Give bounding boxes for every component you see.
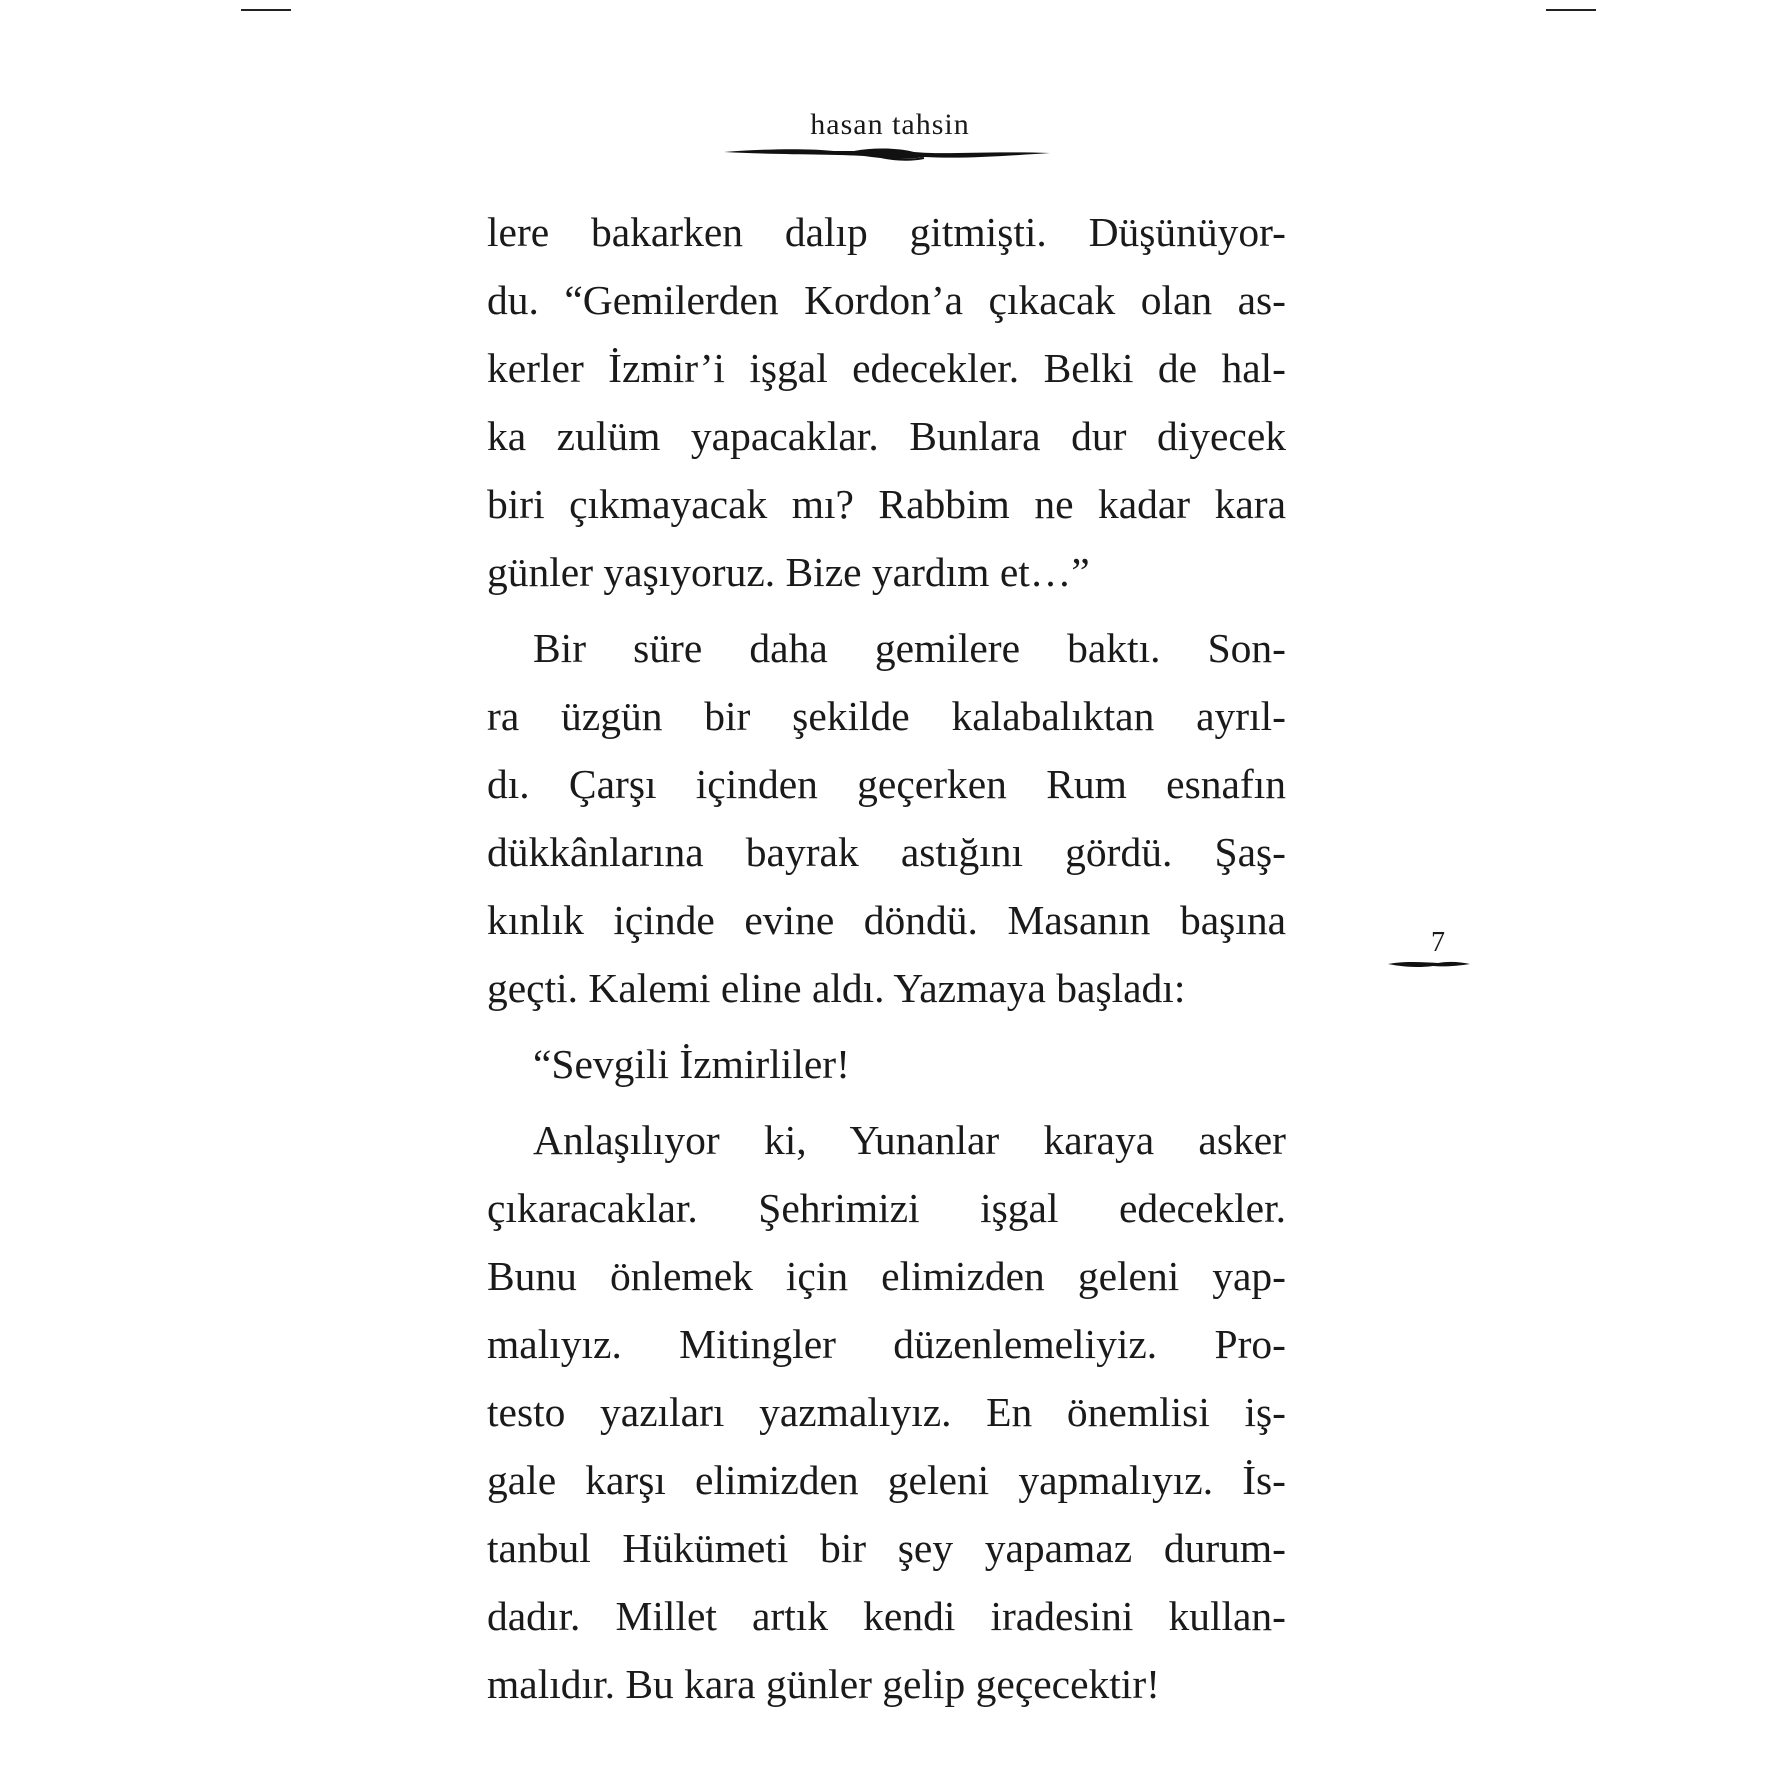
paragraph-gap xyxy=(487,1098,1286,1106)
text-line: Bunu önlemek için elimizden geleni yap- xyxy=(487,1253,1286,1299)
paragraph xyxy=(487,614,1286,1022)
text-line: Bir süre daha gemilere baktı. Son- xyxy=(533,625,1286,671)
running-head: hasan tahsin xyxy=(810,108,970,141)
text-line: lere bakarken dalıp gitmişti. Düşünüyor- xyxy=(487,209,1286,255)
text-line: malıyız. Mitingler düzenlemeliyiz. Pro- xyxy=(487,1321,1286,1367)
text-line: geçti. Kalemi eline aldı. Yazmaya başladı: xyxy=(487,965,1186,1011)
running-head-brush-rule xyxy=(724,145,1050,163)
paragraph xyxy=(487,1030,1286,1098)
paragraphs-container xyxy=(487,198,1286,1718)
text-line: ka zulüm yapacaklar. Bunlara dur diyecek xyxy=(487,413,1286,459)
text-line: günler yaşıyoruz. Bize yardım et…” xyxy=(487,549,1090,595)
text-line: biri çıkmayacak mı? Rabbim ne kadar kara xyxy=(487,481,1286,527)
text-line: testo yazıları yazmalıyız. En önemlisi iş- xyxy=(487,1389,1286,1435)
text-line: du. “Gemilerden Kordon’a çıkacak olan as- xyxy=(487,277,1286,323)
text-line: ra üzgün bir şekilde kalabalıktan ayrıl- xyxy=(487,693,1286,739)
crop-mark-left xyxy=(241,9,291,11)
text-line: kınlık içinde evine döndü. Masanın başına xyxy=(487,897,1286,943)
text-line: çıkaracaklar. Şehrimizi işgal edecekler. xyxy=(487,1185,1286,1231)
page-number: 7 xyxy=(1431,927,1445,958)
text-line: dı. Çarşı içinden geçerken Rum esnafın xyxy=(487,761,1286,807)
paragraph xyxy=(487,198,1286,606)
paragraph xyxy=(487,1106,1286,1718)
text-line: Anlaşılıyor ki, Yunanlar karaya asker xyxy=(533,1117,1286,1163)
crop-mark-right xyxy=(1546,9,1596,11)
text-line: gale karşı elimizden geleni yapmalıyız. İs- xyxy=(487,1457,1286,1503)
text-line: dükkânlarına bayrak astığını gördü. Şaş- xyxy=(487,829,1286,875)
paragraph-gap xyxy=(487,1022,1286,1030)
body-text xyxy=(487,198,1286,1718)
paragraph-gap xyxy=(487,606,1286,614)
text-line: malıdır. Bu kara günler gelip geçecektir! xyxy=(487,1661,1160,1707)
page-number-brush-rule xyxy=(1388,958,1470,970)
folio xyxy=(1388,928,1470,970)
text-line: dadır. Millet artık kendi iradesini kullan- xyxy=(487,1593,1286,1639)
text-line: “Sevgili İzmirliler! xyxy=(533,1041,850,1087)
text-line: kerler İzmir’i işgal edecekler. Belki de hal- xyxy=(487,345,1286,391)
text-line: tanbul Hükümeti bir şey yapamaz durum- xyxy=(487,1525,1286,1571)
